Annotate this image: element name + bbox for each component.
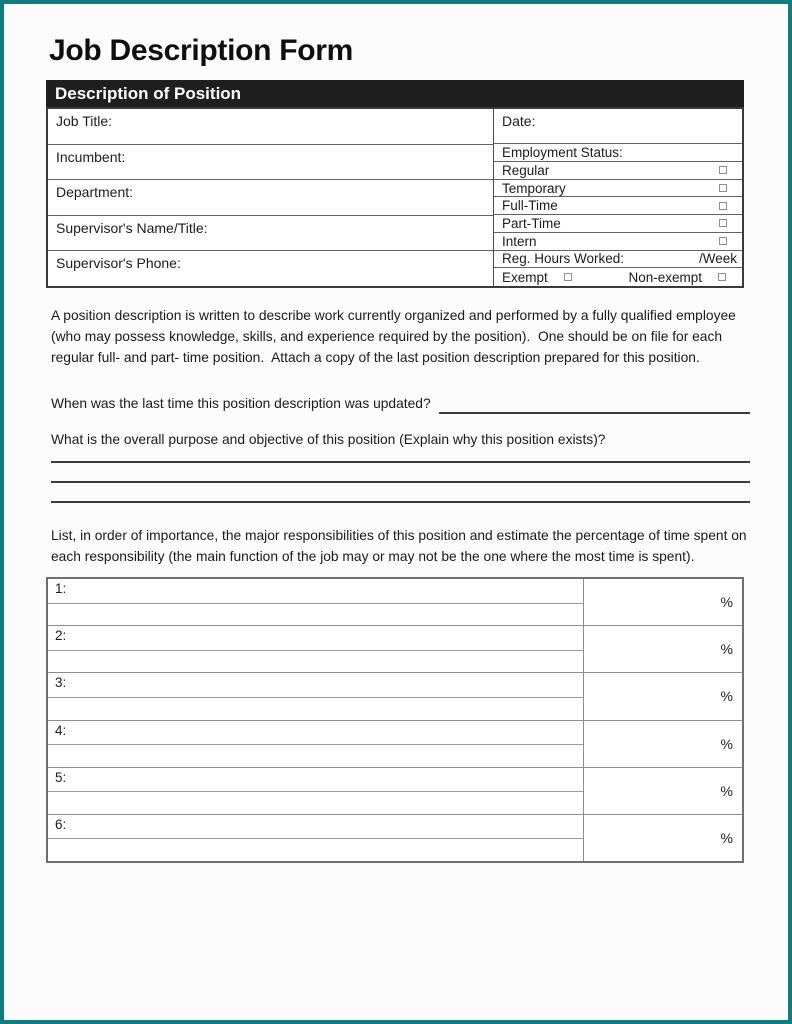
responsibility-5-line-2[interactable]	[48, 792, 583, 814]
responsibility-row-6	[48, 815, 742, 861]
responsibility-5-number: 5:	[55, 769, 67, 785]
responsibility-4-line-2[interactable]	[48, 745, 583, 767]
status-option-temporary	[494, 180, 742, 198]
responsibility-1-line-2[interactable]	[48, 604, 583, 626]
responsibility-4-cell	[48, 721, 584, 767]
responsibility-row-2	[48, 626, 742, 673]
purpose-answer-line-3[interactable]	[51, 483, 750, 503]
exempt-status-row	[494, 268, 742, 286]
non-exempt-checkbox[interactable]	[718, 273, 726, 281]
status-option-full-time	[494, 197, 742, 215]
supervisor-name-title-label: Supervisor's Name/Title:	[56, 219, 208, 236]
field-department[interactable]	[48, 180, 493, 216]
updated-question-text: When was the last time this position description was updated?	[51, 396, 431, 411]
regular-checkbox[interactable]	[719, 166, 727, 174]
purpose-question-text: What is the overall purpose and objective of this position (Explain why this position exists)?	[51, 432, 606, 447]
responsibility-1-number: 1:	[55, 581, 67, 596]
responsibility-4-number: 4:	[55, 722, 67, 738]
position-details-table	[46, 107, 744, 288]
intro-paragraph: A position description is written to describe work currently organized and performed by a fully qualified employee (who may possess knowledge, skills, and experience required by the position). One should be on file for each regular full- and part- time position. Attach a copy of the last position description prepared for this position.	[51, 308, 740, 365]
supervisor-phone-label: Supervisor's Phone:	[56, 255, 181, 272]
updated-question-row	[51, 393, 750, 414]
responsibility-2-line-2[interactable]	[48, 651, 583, 673]
field-incumbent[interactable]	[48, 145, 493, 181]
responsibility-row-1	[48, 579, 742, 626]
intern-label: Intern	[502, 233, 537, 249]
page-content	[4, 34, 788, 863]
field-supervisor-phone[interactable]	[48, 251, 493, 286]
responsibility-5-line-1[interactable]	[48, 768, 583, 793]
field-job-title[interactable]	[48, 109, 493, 145]
page-title: Job Description Form	[49, 34, 354, 67]
responsibility-2-percent-cell[interactable]	[584, 626, 742, 672]
responsibility-2-cell	[48, 626, 584, 672]
purpose-answer-line-1[interactable]	[51, 450, 750, 463]
responsibility-2-line-1[interactable]	[48, 626, 583, 651]
responsibility-3-line-2[interactable]	[48, 698, 583, 720]
responsibilities-intro-paragraph: List, in order of importance, the major responsibilities of this position and estimate the percentage of time spent on each responsibility (the main function of the job may or may not be the one where the most time is spent).	[51, 528, 751, 564]
form-body-copy	[51, 305, 750, 567]
non-exempt-group	[628, 270, 726, 285]
responsibility-4-line-1[interactable]	[48, 721, 583, 746]
part-time-checkbox[interactable]	[719, 219, 727, 227]
updated-answer-line[interactable]	[439, 393, 750, 414]
responsibility-row-4	[48, 721, 742, 768]
responsibility-3-number: 3:	[55, 675, 67, 691]
purpose-answer-line-2[interactable]	[51, 463, 750, 483]
responsibilities-table	[46, 577, 744, 863]
full-time-checkbox[interactable]	[719, 202, 727, 210]
full-time-label: Full-Time	[502, 198, 558, 214]
responsibility-4-percent-cell[interactable]	[584, 721, 742, 767]
percent-symbol: %	[720, 829, 733, 846]
department-label: Department:	[56, 184, 134, 201]
responsibility-6-line-2[interactable]	[48, 839, 583, 861]
employment-status-label: Employment Status:	[502, 145, 623, 161]
exempt-group	[502, 270, 572, 285]
field-date[interactable]	[494, 109, 742, 144]
percent-symbol: %	[720, 735, 733, 752]
responsibility-1-cell	[48, 579, 584, 625]
responsibility-1-line-1[interactable]	[48, 579, 583, 604]
percent-symbol: %	[720, 782, 733, 799]
responsibility-6-number: 6:	[55, 816, 67, 832]
temporary-checkbox[interactable]	[719, 184, 727, 192]
status-option-regular	[494, 162, 742, 180]
field-supervisor-name-title[interactable]	[48, 216, 493, 252]
section-header-bar	[46, 80, 744, 107]
employment-status-header	[494, 144, 742, 162]
position-table-right-column	[494, 109, 742, 286]
percent-symbol: %	[720, 641, 733, 658]
date-label: Date:	[502, 113, 536, 129]
exempt-label: Exempt	[502, 269, 548, 285]
regular-label: Regular	[502, 162, 550, 178]
responsibility-2-number: 2:	[55, 628, 67, 644]
incumbent-label: Incumbent:	[56, 148, 126, 165]
temporary-label: Temporary	[502, 180, 566, 196]
status-option-intern	[494, 233, 742, 251]
non-exempt-label: Non-exempt	[628, 269, 702, 285]
reg-hours-worked-label: Reg. Hours Worked:	[502, 251, 625, 267]
responsibility-5-cell	[48, 768, 584, 814]
responsibility-3-percent-cell[interactable]	[584, 673, 742, 719]
responsibility-row-3	[48, 673, 742, 720]
part-time-label: Part-Time	[502, 215, 561, 231]
status-option-part-time	[494, 215, 742, 233]
percent-symbol: %	[720, 688, 733, 705]
responsibility-5-percent-cell[interactable]	[584, 768, 742, 814]
exempt-checkbox[interactable]	[564, 273, 572, 281]
responsibility-1-percent-cell[interactable]	[584, 579, 742, 625]
responsibility-3-cell	[48, 673, 584, 719]
intern-checkbox[interactable]	[719, 237, 727, 245]
responsibility-row-5	[48, 768, 742, 815]
responsibility-6-percent-cell[interactable]	[584, 815, 742, 861]
responsibility-6-cell	[48, 815, 584, 861]
field-reg-hours-worked[interactable]	[494, 251, 742, 269]
responsibility-3-line-1[interactable]	[48, 673, 583, 698]
position-table-left-column	[48, 109, 494, 286]
percent-symbol: %	[720, 594, 733, 611]
responsibility-6-line-1[interactable]	[48, 815, 583, 840]
section-header-title: Description of Position	[55, 84, 242, 103]
job-title-label: Job Title:	[56, 113, 113, 129]
per-week-label: /Week	[698, 251, 737, 267]
